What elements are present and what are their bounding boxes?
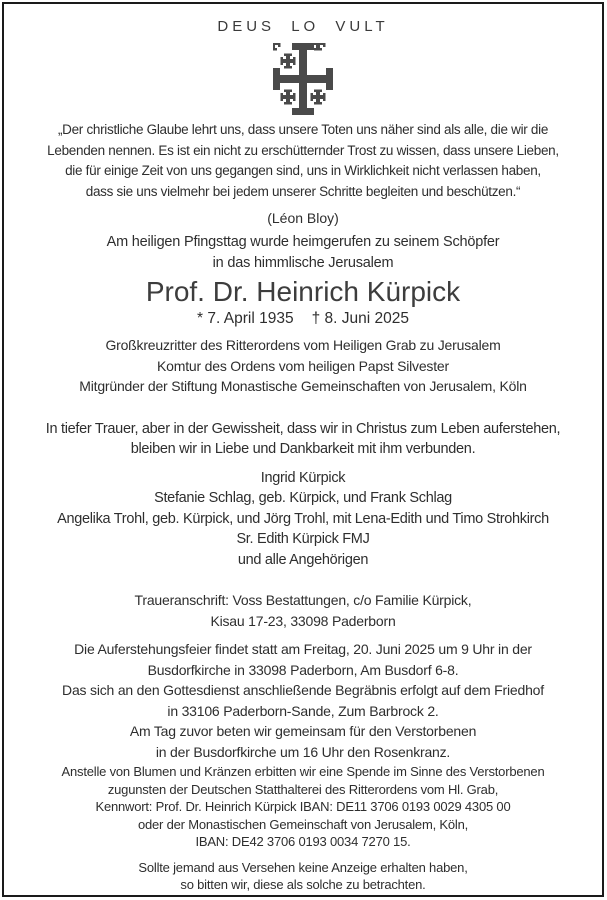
death-date: † 8. Juni 2025 — [311, 310, 409, 327]
mourner-name: Angelika Trohl, geb. Kürpick, und Jörg Trohl, mit Lena-Edith und Timo Strohkirch — [57, 510, 549, 527]
donation-info-line: zugunsten der Deutschen Statthalterei des Ritterordens vom Hl. Grab, — [107, 781, 499, 797]
donation-info-block — [4, 763, 602, 851]
honor-line: Mitgründer der Stiftung Monastische Gemeinschaften von Jerusalem, Köln — [79, 378, 527, 394]
honors-block — [4, 335, 602, 397]
quote-block — [4, 120, 602, 202]
donation-info-line: Kennwort: Prof. Dr. Heinrich Kürpick IBAN: DE11 3706 0193 0029 4305 00 — [95, 799, 511, 814]
service-info-line: Das sich an den Gottesdienst anschließende Begräbnis erfolgt auf dem Friedhof — [62, 682, 544, 698]
service-info-line: Busdorfkirche in 33098 Paderborn, Am Busdorf 6-8. — [147, 661, 459, 678]
announcement-line: in das himmlische Jerusalem — [212, 254, 394, 271]
life-dates — [4, 309, 602, 329]
birth-date: * 7. April 1935 — [197, 310, 294, 327]
honor-line: Komtur des Ordens vom heiligen Papst Silvester — [157, 357, 449, 374]
mourners-block — [4, 468, 602, 571]
mourner-name: Stefanie Schlag, geb. Kürpick, und Frank Schlag — [154, 490, 452, 506]
announcement-block — [4, 232, 602, 273]
service-info-block — [4, 639, 602, 762]
mourner-name: Sr. Edith Kürpick FMJ — [236, 531, 370, 547]
announcement-line: Am heiligen Pfingsttag wurde heimgerufen zu seinem Schöpfer — [106, 234, 500, 250]
quote-attribution: (Léon Bloy) — [267, 210, 339, 226]
quote-line: dass sie uns vielmehr bei jedem unserer Schritte begleiten und beschützen.“ — [85, 183, 521, 199]
condolence-block — [4, 419, 602, 460]
service-info-line: in 33106 Paderborn-Sande, Zum Barbrock 2. — [167, 702, 439, 719]
mourner-name: und alle Angehörigen — [237, 551, 369, 568]
service-info-line: Am Tag zuvor beten wir gemeinsam für den Verstorbenen — [129, 723, 477, 739]
condolence-line: In tiefer Trauer, aber in der Gewissheit, dass wir in Christus zum Leben auferstehen, — [45, 420, 561, 437]
motto-text: DEUS LO VULT — [217, 18, 389, 35]
closing-note-block — [4, 859, 602, 894]
honor-line: Großkreuzritter des Ritterordens vom Heiligen Grab zu Jerusalem — [105, 337, 501, 353]
mourner-name: Ingrid Kürpick — [260, 469, 346, 486]
closing-note-line: so bitten wir, diese als solche zu betrachten. — [180, 877, 426, 892]
condolence-line: bleiben wir in Liebe und Dankbarkeit mit ihm verbunden. — [130, 441, 476, 457]
deceased-name: Prof. Dr. Heinrich Kürpick — [145, 276, 461, 307]
death-notice — [2, 2, 604, 897]
quote-line: Lebenden nennen. Es ist ein nicht zu erschütternder Trost zu wissen, dass unsere Lieben, — [47, 142, 559, 158]
mourning-address-block — [4, 590, 602, 631]
closing-note-line: Sollte jemand aus Versehen keine Anzeige erhalten haben, — [138, 859, 468, 875]
service-info-line: Die Auferstehungsfeier findet statt am Freitag, 20. Juni 2025 um 9 Uhr in der — [74, 641, 532, 657]
mourning-address-line: Kisau 17-23, 33098 Paderborn — [210, 612, 396, 629]
donation-info-line: oder der Monastischen Gemeinschaft von Jerusalem, Köln, — [137, 816, 469, 832]
mourning-address-line: Traueranschrift: Voss Bestattungen, c/o Familie Kürpick, — [134, 592, 472, 608]
quote-line: die für einige Zeit von uns gegangen sind, uns in Wirklichkeit nicht verlassen haben, — [65, 163, 541, 178]
service-info-line: in der Busdorfkirche um 16 Uhr den Rosenkranz. — [155, 743, 451, 760]
donation-info-line: Anstelle von Blumen und Kränzen erbitten wir eine Spende im Sinne des Verstorbenen — [61, 764, 545, 779]
jerusalem-cross-icon — [4, 43, 602, 115]
quote-line: „Der christliche Glaube lehrt uns, dass unsere Toten uns näher sind als alle, die wir die — [57, 122, 549, 137]
donation-info-line: IBAN: DE42 3706 0193 0034 7270 15. — [195, 834, 411, 849]
